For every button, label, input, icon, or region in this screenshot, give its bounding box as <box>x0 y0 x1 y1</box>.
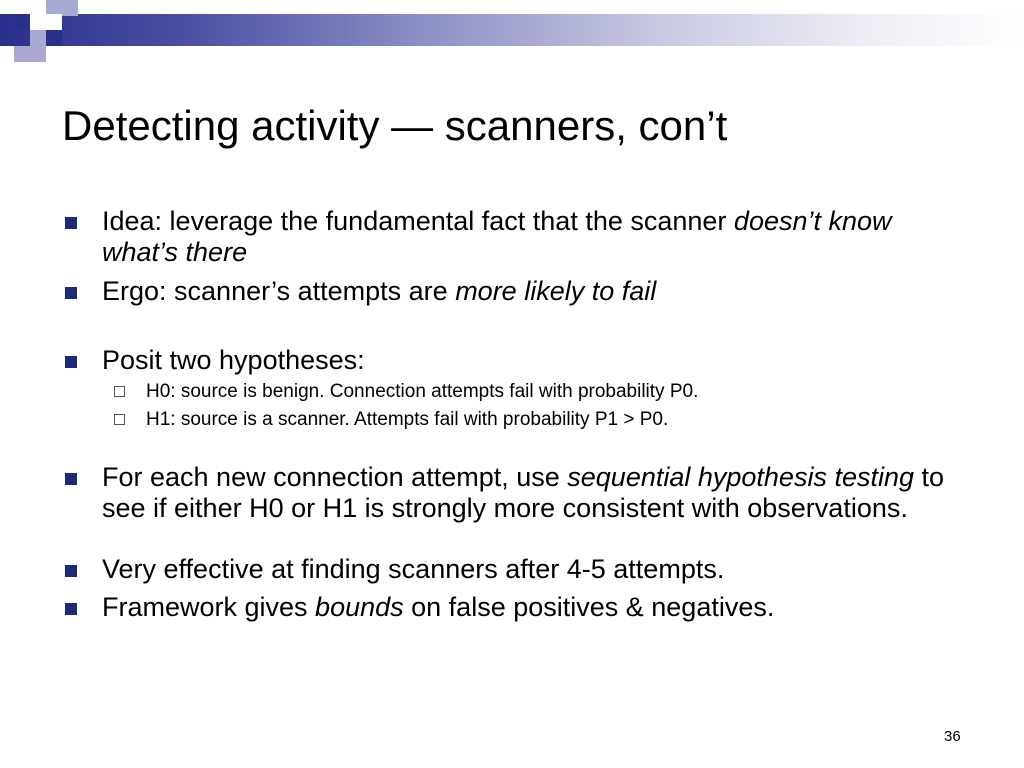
bullet-text-italic: sequential hypothesis testing <box>567 462 914 492</box>
bullet-text: on false positives & negatives. <box>403 592 775 622</box>
slide-title: Detecting activity — scanners, con’t <box>62 102 728 149</box>
bullet-list <box>62 206 962 623</box>
square-bullet-icon <box>65 287 77 299</box>
sub-bullet-list <box>62 378 962 434</box>
bullet-text-italic: more likely to fail <box>455 276 657 306</box>
square-bullet-icon <box>65 473 77 485</box>
decor-square <box>62 0 78 16</box>
decor-square <box>14 46 30 62</box>
page-number: 36 <box>944 728 961 745</box>
bullet-item <box>62 345 962 376</box>
bullet-text: Posit two hypotheses: <box>102 345 365 375</box>
bullet-item <box>62 276 962 307</box>
sub-bullet-text: H0: source is benign. Connection attempts fail with probability P0. <box>146 381 699 402</box>
square-bullet-icon <box>65 356 77 368</box>
sub-bullet-text: H1: source is a scanner. Attempts fail with probability P1 > P0. <box>146 409 669 430</box>
bullet-text: For each new connection attempt, use <box>102 462 568 492</box>
bullet-text: Framework gives <box>102 592 316 622</box>
decor-square <box>30 30 46 46</box>
decor-square <box>30 46 46 62</box>
sub-bullet-item <box>62 378 962 406</box>
decor-square <box>46 14 62 30</box>
square-bullet-icon <box>65 603 77 615</box>
hollow-square-bullet-icon <box>114 386 125 397</box>
bullet-item <box>62 462 962 524</box>
bullet-text: Idea: leverage the fundamental fact that the scanner <box>102 206 734 236</box>
decor-square <box>30 14 46 30</box>
square-bullet-icon <box>65 217 77 229</box>
header-gradient-band <box>0 14 1024 46</box>
decor-square <box>46 30 62 46</box>
bullet-text: Ergo: scanner’s attempts are <box>102 276 456 306</box>
bullet-text: to see if either H0 or H1 is strongly more consistent with observations. <box>102 462 945 523</box>
bullet-item <box>62 592 962 623</box>
bullet-item <box>62 206 962 268</box>
square-bullet-icon <box>65 565 77 577</box>
bullet-text-italic: bounds <box>315 592 404 622</box>
decor-square <box>14 14 30 30</box>
bullet-text: Very effective at finding scanners after 4-5 attempts. <box>102 554 725 584</box>
sub-bullet-item <box>62 406 962 434</box>
hollow-square-bullet-icon <box>114 414 125 425</box>
bullet-item <box>62 554 962 585</box>
bullet-text-italic: doesn’t know what’s there <box>102 206 892 267</box>
